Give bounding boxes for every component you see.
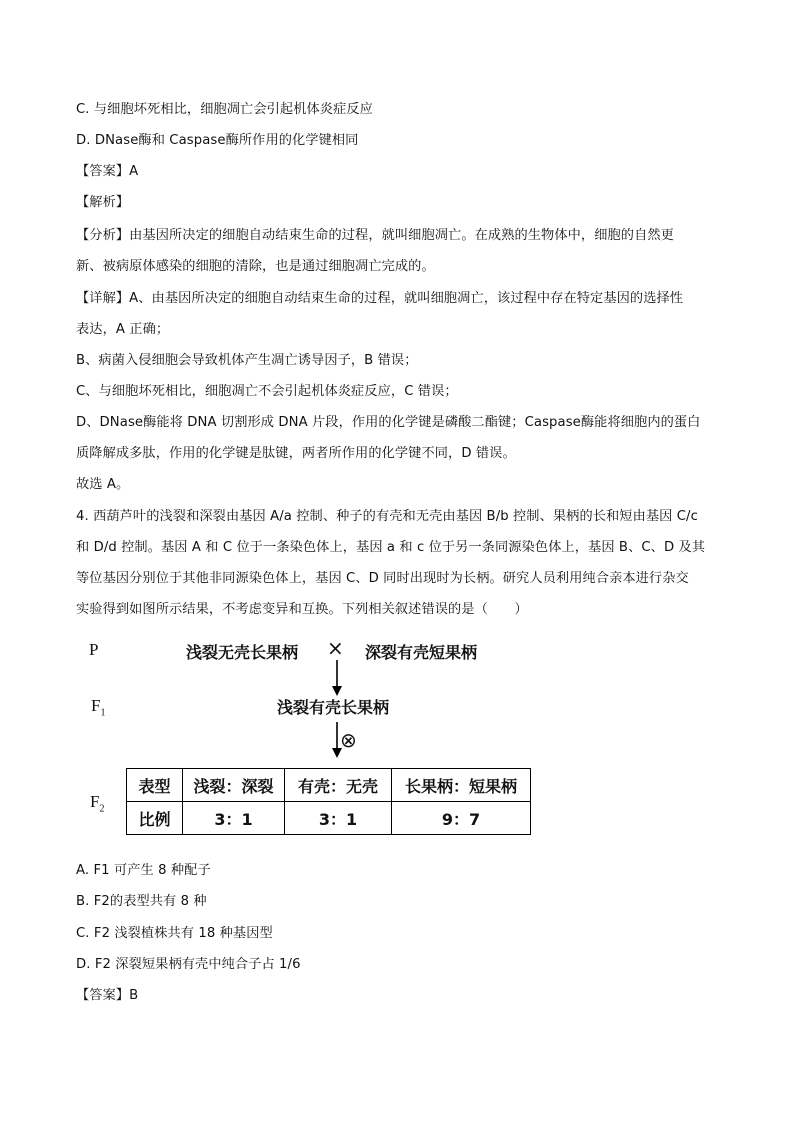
table-row [127, 769, 531, 802]
question-4-line-4: 实验得到如图所示结果，不考虑变异和互换。下列相关叙述错误的是（ ） [76, 602, 528, 617]
arrow-down-icon [325, 660, 349, 700]
table-header-cell: 长果柄：短果柄 [392, 769, 531, 802]
option-d: D. F2 深裂短果柄有壳中纯合子占 1/6 [76, 957, 301, 972]
self-cross-icon: ⊗ [340, 728, 357, 752]
option-d-text: D. DNase酶和 Caspase酶所作用的化学键相同 [76, 133, 359, 148]
detail-d-line-1: D、DNase酶能将 DNA 切割形成 DNA 片段，作用的化学键是磷酸二酯键；Caspase酶能将细胞内的蛋白 [76, 415, 701, 430]
question-4-line-2: 和 D/d 控制。基因 A 和 C 位于一条染色体上，基因 a 和 c 位于另一条同源染色体上，基因 B、C、D 及其 [76, 540, 706, 555]
table-header-cell: 浅裂：深裂 [183, 769, 285, 802]
cross-symbol: × [327, 636, 344, 660]
parent-1-phenotype: 浅裂无壳长果柄 [186, 643, 299, 662]
table-row [127, 802, 531, 835]
answer-label: 【答案】B [76, 988, 139, 1003]
table-cell: 9：7 [392, 802, 531, 835]
detail-d-line-2: 质降解成多肽，作用的化学键是肽键，两者所作用的化学键不同，D 错误。 [76, 446, 516, 461]
analysis-line-2: 新、被病原体感染的细胞的清除，也是通过细胞凋亡完成的。 [76, 259, 435, 274]
f1-phenotype: 浅裂有壳长果柄 [277, 698, 390, 717]
detail-line-1: 【详解】A、由基因所决定的细胞自动结束生命的过程，就叫细胞凋亡，该过程中存在特定基因的选择性 [76, 291, 684, 306]
parent-2-phenotype: 深裂有壳短果柄 [365, 643, 478, 662]
table-cell: 比例 [127, 802, 183, 835]
table-header-cell: 有壳：无壳 [285, 769, 392, 802]
table-cell: 3：1 [285, 802, 392, 835]
analysis-line-1: 【分析】由基因所决定的细胞自动结束生命的过程，就叫细胞凋亡。在成熟的生物体中，细胞的自然更 [76, 228, 674, 243]
detail-line-2: 表达，A 正确； [76, 322, 170, 337]
option-c: C. F2 浅裂植株共有 18 种基因型 [76, 926, 273, 941]
option-a: A. F1 可产生 8 种配子 [76, 863, 211, 878]
option-c-text: C. 与细胞坏死相比，细胞凋亡会引起机体炎症反应 [76, 102, 373, 117]
answer-label: 【答案】A [76, 164, 139, 179]
table-cell: 3：1 [183, 802, 285, 835]
p-generation-label: P [89, 640, 99, 659]
f2-generation-label: $F_2$ [90, 792, 105, 815]
f2-ratio-table [126, 768, 531, 835]
choice-summary: 故选 A。 [76, 477, 130, 492]
f1-generation-label: $F_1$ [91, 696, 106, 719]
question-4-line-3: 等位基因分别位于其他非同源染色体上，基因 C、D 同时出现时为长柄。研究人员利用纯合亲本进行杂交 [76, 571, 689, 586]
detail-b: B、病菌入侵细胞会导致机体产生凋亡诱导因子，B 错误； [76, 353, 418, 368]
option-b: B. F2的表型共有 8 种 [76, 894, 207, 909]
table-header-cell: 表型 [127, 769, 183, 802]
analysis-heading: 【解析】 [76, 195, 130, 210]
detail-c: C、与细胞坏死相比，细胞凋亡不会引起机体炎症反应，C 错误； [76, 384, 458, 399]
question-4-line-1: 4. 西葫芦叶的浅裂和深裂由基因 A/a 控制、种子的有壳和无壳由基因 B/b 控制、果柄的长和短由基因 C/c [76, 509, 698, 524]
